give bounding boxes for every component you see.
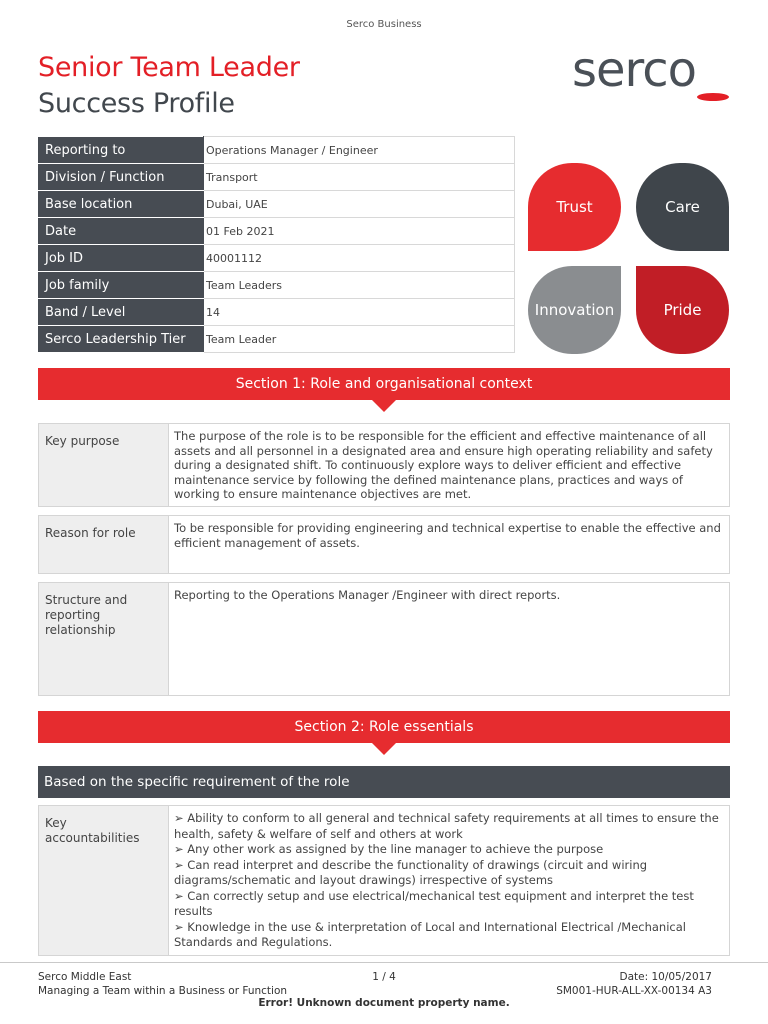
key-purpose-label: Key purpose — [39, 424, 169, 506]
accountability-item: ➢ Knowledge in the use & interpretation of Local and International Electrical /Mechanical Standards and Regulations. — [174, 919, 686, 949]
info-label: Reporting to — [39, 137, 204, 164]
info-value: Transport — [204, 164, 515, 191]
info-row — [39, 245, 515, 272]
footer-date: Date: 10/05/2017 — [619, 971, 712, 983]
footer-divider — [0, 962, 768, 963]
info-value: Team Leaders — [204, 272, 515, 299]
page-number: 1 / 4 — [372, 971, 396, 983]
info-row — [39, 299, 515, 326]
logo-wordmark: serco — [572, 42, 696, 98]
page-subtitle: Success Profile — [38, 88, 235, 119]
job-info-table — [38, 136, 515, 353]
info-label: Division / Function — [39, 164, 204, 191]
footer-doc-ref: SM001-HUR-ALL-XX-00134 A3 — [556, 985, 712, 997]
key-accountabilities-label: Key accountabilities — [39, 806, 169, 955]
section1-arrow — [372, 400, 396, 412]
accountability-item: ➢ Ability to conform to all general and technical safety requirements at all times to ensure the health, safety & welfare of self and others at work — [174, 811, 719, 841]
info-label: Date — [39, 218, 204, 245]
footer-doc-title: Managing a Team within a Business or Function — [38, 985, 288, 997]
info-value: Team Leader — [204, 326, 515, 353]
footer-org: Serco Middle East — [38, 971, 132, 983]
section2-arrow — [372, 743, 396, 755]
accountability-item: ➢ Can correctly setup and use electrical/mechanical test equipment and interpret the test results — [174, 888, 694, 918]
info-row — [39, 164, 515, 191]
info-row — [39, 218, 515, 245]
value-trust: Trust — [528, 163, 621, 251]
accountability-item: ➢ Can read interpret and describe the functionality of drawings (circuit and wiring diagrams/schematic and layout drawings) irrespective of systems — [174, 857, 648, 887]
info-value: 01 Feb 2021 — [204, 218, 515, 245]
info-value: 40001112 — [204, 245, 515, 272]
info-row — [39, 137, 515, 164]
footer-error-text: Error! Unknown document property name. — [258, 997, 510, 1009]
info-label: Job family — [39, 272, 204, 299]
reason-label: Reason for role — [39, 516, 169, 573]
key-accountabilities-list — [169, 806, 729, 955]
role-requirement-subheader: Based on the specific requirement of the role — [38, 766, 730, 798]
key-purpose-text: The purpose of the role is to be responsible for the efficient and effective maintenance of all assets and all personnel in a designated area and ensure high operating reliability and safety during a designated shift. To continuously explore ways to deliver efficient and effective maintenance service by following the defined maintenance plans, practices and ways of working to ensure maintenance objectives are met. — [174, 429, 713, 502]
value-care: Care — [636, 163, 729, 251]
reason-text: To be responsible for providing engineering and technical expertise to enable the effective and efficient management of assets. — [174, 521, 721, 550]
info-row — [39, 272, 515, 299]
info-value: Dubai, UAE — [204, 191, 515, 218]
document-header-label: Serco Business — [346, 19, 422, 30]
info-label: Band / Level — [39, 299, 204, 326]
structure-row — [38, 582, 730, 696]
key-purpose-row — [38, 423, 730, 507]
reason-row — [38, 515, 730, 574]
structure-label: Structure and reporting relationship — [39, 583, 169, 695]
accountability-item: ➢ Any other work as assigned by the line manager to achieve the purpose — [174, 842, 604, 856]
section2-header: Section 2: Role essentials — [38, 711, 730, 743]
value-innovation: Innovation — [528, 266, 621, 354]
info-value: Operations Manager / Engineer — [204, 137, 515, 164]
page-title: Senior Team Leader — [38, 52, 300, 83]
structure-text: Reporting to the Operations Manager /Engineer with direct reports. — [174, 588, 561, 602]
logo-swoosh — [697, 93, 729, 101]
info-row — [39, 326, 515, 353]
info-label: Base location — [39, 191, 204, 218]
info-label: Serco Leadership Tier — [39, 326, 204, 353]
key-accountabilities-row — [38, 805, 730, 956]
info-label: Job ID — [39, 245, 204, 272]
section1-header: Section 1: Role and organisational context — [38, 368, 730, 400]
info-row — [39, 191, 515, 218]
value-pride: Pride — [636, 266, 729, 354]
info-value: 14 — [204, 299, 515, 326]
serco-logo — [572, 44, 732, 104]
